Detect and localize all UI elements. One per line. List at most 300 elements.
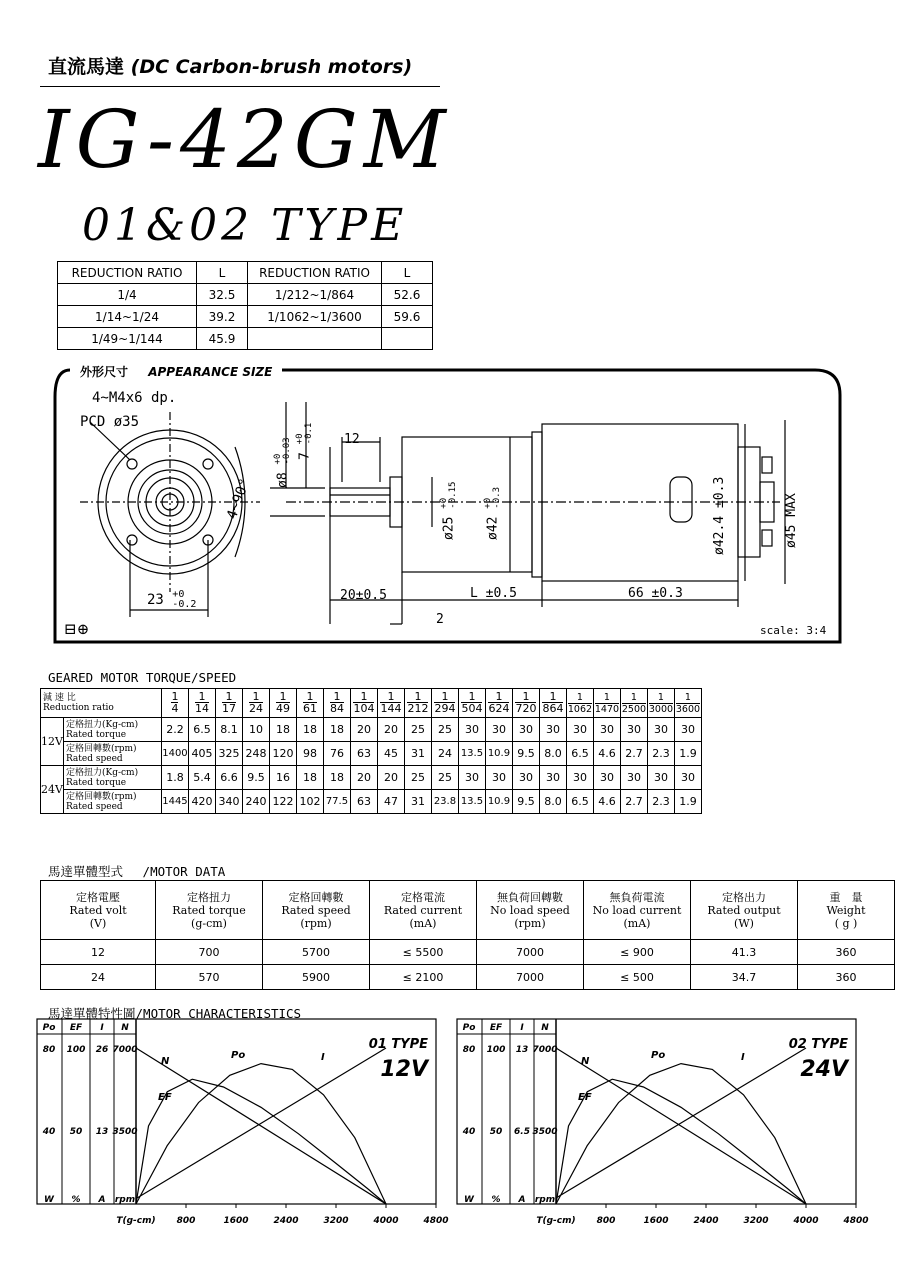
ratio-numerator: 1 [434,691,455,703]
chart-voltage-label: 12V [380,1057,428,1082]
table-cell: 10.9 [485,742,512,766]
table-cell: 1445 [161,790,188,814]
y-tick-label: 3500 [112,1127,138,1137]
ratio-numerator: 1 [249,691,263,703]
y-tick-label: 7000 [112,1045,138,1055]
row-label [63,766,161,790]
column-header: REDUCTION RATIO [248,262,382,284]
ratio-denominator: 49 [275,702,290,715]
row-label-en: Rated torque [65,729,127,740]
x-axis-label: T(g-cm) [116,1216,156,1226]
table-cell: 45 [377,742,404,766]
document-header [48,52,412,79]
header-line: 無負荷回轉數 [497,890,563,904]
ratio-numerator: 1 [171,690,179,703]
ratio-numerator: 1 [488,691,509,703]
ratio-fraction [249,691,263,714]
ratio-fraction [222,691,236,714]
table-cell: 12 [41,940,156,965]
ratio-numerator: 1 [568,692,592,704]
curve-label-i: I [321,1052,325,1063]
x-tick-label: 800 [596,1216,616,1226]
table-cell: ≤ 2100 [370,965,477,990]
header-line: No load speed [490,903,570,917]
table-cell: 340 [215,790,242,814]
table-cell: 30 [458,766,485,790]
key-dimension [296,423,314,460]
table-cell: 8.1 [215,718,242,742]
characteristics-chart-24v [456,1018,869,1236]
ratio-cell [161,689,188,718]
axis-head-label: Po [462,1023,476,1033]
table-cell: 1/4 [58,284,197,306]
y-tick-label: 40 [42,1127,56,1137]
table-cell: 2.7 [620,742,647,766]
table-cell: ≤ 5500 [370,940,477,965]
ratio-denominator: 61 [302,702,317,715]
motor-diameter: ø42.4 ±0.3 [712,476,727,555]
ratio-denominator: 104 [353,702,375,715]
ratio-numerator: 1 [676,692,700,704]
table-cell: 30 [647,766,674,790]
tol-bottom: -0.15 [448,481,458,509]
ratio-numerator: 1 [353,691,374,703]
table-header-row [41,881,895,940]
ratio-cell [215,689,242,718]
series-line-n [136,1048,386,1204]
header-line: Rated current [383,903,463,917]
table-cell: 76 [323,742,350,766]
characteristics-title-en: /MOTOR CHARACTERISTICS [135,1006,302,1021]
table-cell: 10 [242,718,269,742]
x-tick-label: 2400 [273,1216,299,1226]
ratio-denominator: 3600 [675,703,701,715]
table-cell: 18 [323,718,350,742]
ratio-cell [674,689,701,718]
table-cell: 570 [156,965,263,990]
table-row [41,790,702,814]
ratio-denominator: 504 [461,702,483,715]
header-line: Rated torque [172,903,246,917]
header-line: (g-cm) [191,916,227,930]
table-cell: 1.9 [674,790,701,814]
ratio-numerator: 1 [330,691,344,703]
ratio-fraction [542,691,563,714]
curve-label-n: N [161,1056,170,1067]
y-tick-label: 80 [42,1045,56,1055]
table-cell: 2.3 [647,742,674,766]
characteristics-title-zh: 馬達單體特性圖 [48,1006,136,1021]
axis-head-label: N [541,1023,549,1033]
ratio-numerator: 1 [380,691,401,703]
axis-head-label: EF [69,1023,83,1033]
holes-dimension: 4~M4x6 dp. [92,390,177,406]
ratio-fraction [622,692,646,715]
motor-data-title-zh: 馬達單體型式 [48,864,124,879]
table-cell: 13.5 [458,742,485,766]
column-header [584,881,691,940]
ratio-numerator: 1 [595,692,619,704]
boss-value: ø25 [441,516,457,540]
y-tick-label: 40 [462,1127,476,1137]
table-cell: 7000 [477,965,584,990]
table-cell: 30 [485,766,512,790]
ratio-cell [431,689,458,718]
table-cell: 122 [269,790,296,814]
table-cell: 360 [798,965,895,990]
ratio-fraction [488,691,509,714]
table-cell: 31 [404,790,431,814]
header-en: (DC Carbon-brush motors) [130,56,413,78]
column-header: REDUCTION RATIO [58,262,197,284]
y-tick-label: 6.5 [514,1127,530,1137]
ratio-label [41,689,162,718]
table-cell: 30 [539,766,566,790]
table-cell: 405 [188,742,215,766]
table-cell: 1.8 [161,766,188,790]
table-cell: 1.9 [674,742,701,766]
table-cell: 4.6 [593,790,620,814]
ratio-fraction [380,691,401,714]
series-line-i [136,1048,386,1199]
y-tick-label: 13 [515,1045,529,1055]
ratio-numerator: 1 [542,691,563,703]
axis-unit-label: % [491,1195,501,1205]
row-label [63,718,161,742]
table-cell: 59.6 [382,306,433,328]
ratio-numerator: 1 [407,691,428,703]
ratio-fraction [649,692,673,715]
appearance-title-zh: 外形尺寸 [80,365,129,379]
ratio-cell [485,689,512,718]
table-cell: 102 [296,790,323,814]
ratio-numerator: 1 [649,692,673,704]
row-label [63,742,161,766]
projection-symbol-icon: ⊟⊕ [64,620,90,638]
ratio-cell [593,689,620,718]
axis-unit-label: W [44,1195,54,1205]
shaft-value: ø8 [275,472,291,488]
row-label-zh: 定格回轉數(rpm) [65,791,137,802]
column-header [370,881,477,940]
ratio-cell [647,689,674,718]
torque-speed-title: GEARED MOTOR TORQUE/SPEED [48,670,237,685]
x-tick-label: 4000 [793,1216,819,1226]
curve-label-ef: EF [578,1092,592,1103]
shaft-tolerance [274,437,292,464]
table-cell: 20 [377,766,404,790]
header-line: (mA) [623,916,651,930]
table-row [41,718,702,742]
table-row [41,965,895,990]
ratio-denominator: 17 [221,702,236,715]
type-subtitle: 01&02 TYPE [82,200,408,251]
table-cell: 20 [350,766,377,790]
x-tick-label: 800 [176,1216,196,1226]
table-cell [382,328,433,350]
table-cell: 30 [512,718,539,742]
table-cell: 700 [156,940,263,965]
table-cell: ≤ 900 [584,940,691,965]
table-header-row [58,262,433,284]
table-cell: 18 [296,718,323,742]
table-cell: 1/212~1/864 [248,284,382,306]
scale-label: scale: 3:4 [760,624,827,637]
model-title: IG-42GM [38,93,452,186]
table-cell: 25 [431,718,458,742]
length-2: 2 [436,612,444,627]
x-tick-label: 4800 [423,1216,449,1226]
x-tick-label: 1600 [223,1216,249,1226]
table-cell: 13.5 [458,790,485,814]
appearance-title [70,363,282,380]
series-line-ef [556,1079,806,1204]
ratio-denominator: 212 [407,702,429,715]
row-label-zh: 定格扭力(Kg-cm) [65,719,139,730]
x-tick-label: 2400 [693,1216,719,1226]
ratio-denominator: 24 [248,702,263,715]
axis-head-label: I [100,1023,104,1033]
curve-label-po: Po [651,1050,666,1061]
header-line: (W) [734,916,754,930]
row-label-zh: 定格扭力(Kg-cm) [65,767,139,778]
ratio-denominator: 624 [488,702,510,715]
header-line: 定格電壓 [76,890,120,904]
x-axis-label: T(g-cm) [536,1216,576,1226]
table-cell: 9.5 [512,790,539,814]
table-cell: 1/14~1/24 [58,306,197,328]
tol-bottom: -0.1 [304,422,314,445]
table-cell: 2.3 [647,790,674,814]
table-cell: 18 [296,766,323,790]
boss-dimension [440,482,458,540]
table-cell: 34.7 [691,965,798,990]
key-value: 7 [297,452,313,460]
table-cell: 18 [323,766,350,790]
table-cell: 30 [593,718,620,742]
ratio-fraction [330,691,344,714]
table-cell: 2.7 [620,790,647,814]
angle-dimension: 4~90° [224,476,254,522]
table-row [58,284,433,306]
ratio-fraction [276,691,290,714]
ratio-fraction [515,691,536,714]
ratio-cell [323,689,350,718]
column-header [477,881,584,940]
column-header [798,881,895,940]
ratio-cell [404,689,431,718]
ratio-numerator: 1 [461,691,482,703]
table-cell: 30 [593,766,620,790]
x-tick-label: 3200 [323,1216,349,1226]
x-tick-label: 4800 [843,1216,869,1226]
flat-dimension: 12 [344,432,360,447]
series-line-po [556,1064,806,1204]
table-row [41,940,895,965]
ratio-denominator: 720 [515,702,537,715]
ratio-denominator: 1470 [594,703,620,715]
ratio-cell [269,689,296,718]
table-cell: 5700 [263,940,370,965]
axis-unit-label: W [464,1195,474,1205]
ratio-denominator: 294 [434,702,456,715]
column-header [263,881,370,940]
y-tick-label: 100 [66,1045,86,1055]
x-tick-label: 4000 [373,1216,399,1226]
gear-tolerance [484,487,502,509]
ratio-numerator: 1 [276,691,290,703]
row-label-en: Rated speed [65,801,123,812]
voltage-cell: 24V [41,766,64,814]
ratio-numerator: 1 [222,691,236,703]
table-cell: 30 [566,766,593,790]
axis-head-label: Po [42,1023,56,1033]
y-tick-label: 3500 [532,1127,558,1137]
header-line: 定格電流 [401,890,445,904]
ratio-denominator: 864 [542,702,564,715]
table-row [58,306,433,328]
ratio-cell [458,689,485,718]
length-l: L ±0.5 [470,586,517,601]
chart-type-label: 01 TYPE [368,1037,428,1052]
header-line: (rpm) [514,916,546,930]
header-line: Rated speed [281,903,351,917]
table-cell: 20 [350,718,377,742]
table-cell: 5.4 [188,766,215,790]
voltage-cell: 12V [41,718,64,766]
table-cell: 8.0 [539,790,566,814]
header-line: Rated output [707,903,781,917]
ratio-numerator: 1 [195,691,209,703]
row-label-en: Rated speed [65,753,123,764]
tol-top: +0 [295,433,305,445]
table-cell: 325 [215,742,242,766]
y-tick-label: 80 [462,1045,476,1055]
table-cell: 18 [269,718,296,742]
table-cell: 420 [188,790,215,814]
table-cell: 7000 [477,940,584,965]
chart-voltage-label: 24V [800,1057,848,1082]
table-cell: 45.9 [197,328,248,350]
header-line: ( g ) [834,916,858,930]
table-cell: 25 [404,766,431,790]
table-cell: 5900 [263,965,370,990]
ratio-fraction [303,691,317,714]
table-row [41,766,702,790]
ratio-fraction [353,691,374,714]
ratio-denominator: 3000 [648,703,674,715]
axis-unit-label: A [98,1195,106,1205]
chart-type-label: 02 TYPE [788,1037,848,1052]
series-line-n [556,1048,806,1204]
column-header: L [197,262,248,284]
table-cell: 30 [512,766,539,790]
column-header [41,881,156,940]
table-cell: 30 [458,718,485,742]
table-cell: 25 [404,718,431,742]
ratio-label-en: Reduction ratio [43,703,114,713]
table-cell: 6.6 [215,766,242,790]
table-cell: 360 [798,940,895,965]
header-rule [40,86,440,87]
curve-label-ef: EF [158,1092,172,1103]
y-tick-label: 26 [95,1045,109,1055]
tol-top: +0 [483,497,493,509]
series-line-ef [136,1079,386,1204]
torque-speed-table [40,688,702,814]
table-cell: 9.5 [242,766,269,790]
gear-dimension [484,487,502,540]
table-cell: 1/49~1/144 [58,328,197,350]
table-cell: ≤ 500 [584,965,691,990]
ratio-numerator: 1 [303,691,317,703]
series-line-po [136,1064,386,1204]
tol-top: +0 [273,453,283,465]
ratio-numerator: 1 [622,692,646,704]
ratio-fraction [195,691,209,714]
header-line: 無負荷電流 [609,890,665,904]
table-cell: 98 [296,742,323,766]
table-cell: 30 [674,766,701,790]
axis-head-label: I [520,1023,524,1033]
ratio-fraction [171,691,178,714]
table-cell: 23.8 [431,790,458,814]
motor-data-title-en: /MOTOR DATA [142,864,226,879]
motor-data-table [40,880,895,990]
table-cell [248,328,382,350]
table-cell: 25 [431,766,458,790]
y-tick-label: 50 [69,1127,83,1137]
table-cell: 41.3 [691,940,798,965]
axis-unit-label: A [518,1195,526,1205]
ratio-fraction [434,691,455,714]
table-cell: 2.2 [161,718,188,742]
ratio-fraction [407,691,428,714]
table-cell: 47 [377,790,404,814]
ratio-fraction [568,692,592,715]
table-cell: 10.9 [485,790,512,814]
width-tolerance [172,590,196,610]
table-cell: 1/1062~1/3600 [248,306,382,328]
ratio-denominator: 84 [329,702,344,715]
table-cell: 9.5 [512,742,539,766]
tol-bottom: -0.3 [492,487,502,509]
ratio-fraction [676,692,700,715]
tol-top: +0 [172,589,185,600]
table-cell: 52.6 [382,284,433,306]
ratio-denominator: 1062 [567,703,593,715]
ratio-cell [620,689,647,718]
ratio-row [41,689,702,718]
ratio-numerator: 1 [515,691,536,703]
motor-data-title [48,862,225,880]
length-20: 20±0.5 [340,588,387,603]
ratio-denominator: 2500 [621,703,647,715]
y-tick-label: 100 [486,1045,506,1055]
table-cell: 30 [539,718,566,742]
header-line: (V) [89,916,107,930]
header-line: (mA) [409,916,437,930]
appearance-title-en: APPEARANCE SIZE [148,365,273,379]
reduction-ratio-table [57,261,433,350]
table-cell: 77.5 [323,790,350,814]
axis-unit-label: % [71,1195,81,1205]
table-cell: 31 [404,742,431,766]
y-tick-label: 50 [489,1127,503,1137]
table-cell: 248 [242,742,269,766]
table-row [58,328,433,350]
ratio-cell [242,689,269,718]
